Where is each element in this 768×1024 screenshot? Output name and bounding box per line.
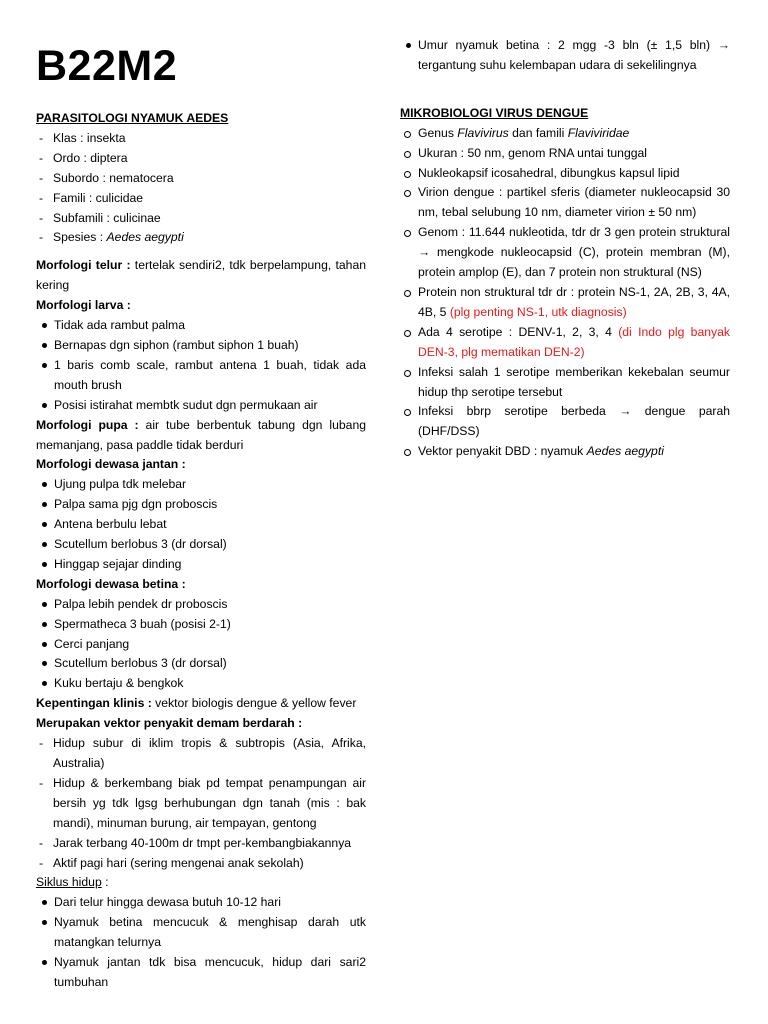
vektor-label: Merupakan vektor penyakit demam berdarah : bbox=[36, 716, 303, 731]
betina-list bbox=[36, 595, 366, 695]
larva-list bbox=[36, 316, 366, 416]
spesies-value: Aedes aegypti bbox=[106, 230, 184, 245]
list-item bbox=[400, 124, 730, 144]
kepentingan-klinis bbox=[36, 694, 366, 714]
right-column bbox=[400, 36, 730, 462]
morfologi-telur-label: Morfologi telur : bbox=[36, 258, 131, 273]
list-item: - Hidup & berkembang biak pd tempat penampungan air bersih yg tdk lgsg berhubungan dgn tanah (mis : bak mandi), minuman burung, air tempayan, gentong bbox=[36, 774, 366, 834]
list-item: Palpa lebih pendek dr proboscis bbox=[36, 595, 366, 615]
list-item: - Hidup subur di iklim tropis & subtropis (Asia, Afrika, Australia) bbox=[36, 734, 366, 774]
vektor-dbd-species: Aedes aegypti bbox=[586, 444, 664, 459]
list-item: Nyamuk jantan tdk bisa mencucuk, hidup dari sari2 tumbuhan bbox=[36, 953, 366, 993]
genus-name: Flavivirus bbox=[457, 125, 509, 140]
list-item bbox=[400, 442, 730, 462]
morfologi-pupa-text: air tube berbentuk tabung dgn lubang memanjang, pasa paddle tidak berduri bbox=[36, 417, 367, 452]
jantan-list bbox=[36, 475, 366, 575]
vektor-list bbox=[36, 734, 366, 873]
morfologi-pupa bbox=[36, 416, 366, 456]
list-item: Scutellum berlobus 3 (dr dorsal) bbox=[36, 535, 366, 555]
list-item: Dari telur hingga dewasa butuh 10-12 hari bbox=[36, 893, 366, 913]
list-item: Bernapas dgn siphon (rambut siphon 1 buah) bbox=[36, 336, 366, 356]
list-item: 1 baris comb scale, rambut antena 1 buah, tidak ada mouth brush bbox=[36, 356, 366, 396]
list-item: Nyamuk betina mencucuk & menghisap darah utk matangkan telurnya bbox=[36, 913, 366, 953]
list-item: Hinggap sejajar dinding bbox=[36, 555, 366, 575]
list-item: - Subfamili : culicinae bbox=[36, 209, 366, 229]
list-item: Ukuran : 50 nm, genom RNA untai tunggal bbox=[400, 144, 730, 164]
list-item bbox=[400, 283, 730, 323]
kepentingan-text: vektor biologis dengue & yellow fever bbox=[151, 696, 357, 711]
dewasa-betina-label: Morfologi dewasa betina : bbox=[36, 576, 186, 591]
spesies-label: Spesies : bbox=[53, 230, 107, 245]
list-item: - Jarak terbang 40-100m dr tmpt per-kembangbiakannya bbox=[36, 834, 366, 854]
document-title: B22M2 bbox=[36, 42, 178, 90]
list-item: Scutellum berlobus 3 (dr dorsal) bbox=[36, 654, 366, 674]
list-item: Spermatheca 3 buah (posisi 2-1) bbox=[36, 615, 366, 635]
morfologi-pupa-label: Morfologi pupa : bbox=[36, 417, 139, 432]
kepentingan-label: Kepentingan klinis : bbox=[36, 696, 152, 711]
list-item: Infeksi salah 1 serotipe memberikan kekebalan seumur hidup thp serotipe tersebut bbox=[400, 363, 730, 403]
morfologi-larva-label: Morfologi larva : bbox=[36, 298, 131, 313]
list-item bbox=[400, 323, 730, 363]
list-item: - Klas : insekta bbox=[36, 129, 366, 149]
dewasa-jantan-label: Morfologi dewasa jantan : bbox=[36, 457, 186, 472]
umur-list bbox=[400, 36, 730, 76]
list-item: Nukleokapsif icosahedral, dibungkus kapsul lipid bbox=[400, 164, 730, 184]
list-item: Infeksi bbrp serotipe berbeda → dengue parah (DHF/DSS) bbox=[400, 402, 730, 442]
list-item: Tidak ada rambut palma bbox=[36, 316, 366, 336]
list-item: Palpa sama pjg dgn proboscis bbox=[36, 495, 366, 515]
siklus-label: Siklus hidup bbox=[36, 875, 102, 890]
klasifikasi-list bbox=[36, 129, 366, 248]
famili-text: dan famili bbox=[508, 125, 568, 140]
mikrobiologi-heading: MIKROBIOLOGI VIRUS DENGUE bbox=[400, 105, 589, 120]
list-item: Cerci panjang bbox=[36, 635, 366, 655]
list-item: - Famili : culicidae bbox=[36, 189, 366, 209]
list-item: Virion dengue : partikel sferis (diameter nukleocapsid 30 nm, tebal selubung 10 nm, diameter virion ± 50 nm) bbox=[400, 183, 730, 223]
list-item: Umur nyamuk betina : 2 mgg -3 bln (± 1,5 bln) → tergantung suhu kelembapan udara di sekelilingnya bbox=[400, 36, 730, 76]
serotipe-note: (di Indo plg banyak DEN-3, plg mematikan DEN-2) bbox=[418, 324, 730, 359]
morfologi-telur bbox=[36, 256, 366, 296]
list-item: Posisi istirahat membtk sudut dgn permukaan air bbox=[36, 396, 366, 416]
siklus-list bbox=[36, 893, 366, 993]
list-item: - Aktif pagi hari (sering mengenai anak sekolah) bbox=[36, 854, 366, 874]
protein-ns-text: Protein non struktural tdr dr : protein NS-1, 2A, 2B, 3, 4A, 4B, 5 bbox=[418, 284, 730, 319]
serotipe-text: Ada 4 serotipe : DENV-1, 2, 3, 4 bbox=[418, 324, 619, 339]
list-item: Antena berbulu lebat bbox=[36, 515, 366, 535]
list-item: - Ordo : diptera bbox=[36, 149, 366, 169]
list-item: Ujung pulpa tdk melebar bbox=[36, 475, 366, 495]
siklus-colon: : bbox=[101, 875, 109, 890]
genus-text: Genus bbox=[418, 125, 458, 140]
siklus-hidup-heading bbox=[36, 873, 366, 893]
list-item bbox=[36, 228, 366, 248]
protein-ns-note: (plg penting NS-1, utk diagnosis) bbox=[449, 304, 627, 319]
famili-name: Flaviviridae bbox=[567, 125, 630, 140]
list-item: - Subordo : nematocera bbox=[36, 169, 366, 189]
list-item: Genom : 11.644 nukleotida, tdr dr 3 gen protein struktural → mengkode nukleocapsid (C), protein membran (M), protein amplop (E), dan 7 protein non struktural (NS) bbox=[400, 223, 730, 283]
vektor-dbd-text: Vektor penyakit DBD : nyamuk bbox=[418, 444, 587, 459]
morfologi-telur-text: tertelak sendiri2, tdk berpelampung, tahan kering bbox=[36, 258, 367, 293]
left-column bbox=[36, 109, 366, 993]
mikrobiologi-list bbox=[400, 124, 730, 462]
parasitologi-heading: PARASITOLOGI NYAMUK AEDES bbox=[36, 111, 229, 125]
list-item: Kuku bertaju & bengkok bbox=[36, 674, 366, 694]
